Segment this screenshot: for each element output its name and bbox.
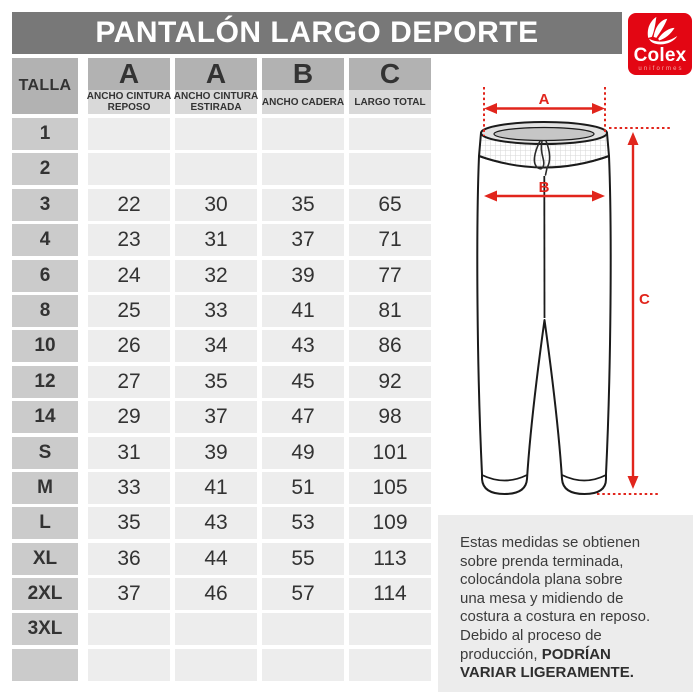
measure-cell: 65 (349, 189, 431, 221)
pants-line-drawing (477, 122, 610, 494)
note-line: sobre prenda terminada, (460, 552, 624, 570)
measure-cell: 45 (262, 366, 344, 398)
measure-cell: 33 (88, 472, 170, 504)
measure-label-a: A (538, 91, 550, 108)
measure-cell (349, 613, 431, 645)
measure-cell: 43 (175, 507, 257, 539)
note-line: Estas medidas se obtienen (460, 534, 641, 551)
note-text (460, 534, 683, 683)
pants-diagram (430, 80, 700, 510)
measure-cell (88, 118, 170, 150)
column-header-b-cadera (262, 58, 344, 114)
measure-cell (349, 649, 431, 681)
measure-cell: 101 (349, 437, 431, 469)
size-label-cell: 10 (12, 330, 78, 362)
measure-cell: 32 (175, 260, 257, 292)
table-row (12, 578, 432, 610)
column-letter: A (88, 58, 170, 90)
measure-cell (349, 153, 431, 185)
table-row (12, 507, 432, 539)
title-bar (12, 12, 622, 54)
column-header-c-largo (349, 58, 431, 114)
measure-cell: 34 (175, 330, 257, 362)
measure-cell (262, 613, 344, 645)
size-table (12, 58, 432, 684)
measure-cell (88, 153, 170, 185)
brand-tagline: uniformes (638, 66, 684, 72)
measure-cell: 86 (349, 330, 431, 362)
table-row (12, 189, 432, 221)
measure-cell: 35 (175, 366, 257, 398)
measure-cell: 71 (349, 224, 431, 256)
note-box (438, 515, 693, 692)
note-line: VARIAR LIGERAMENTE. (460, 664, 634, 682)
table-row (12, 613, 432, 645)
measure-cell: 29 (88, 401, 170, 433)
measure-cell: 46 (175, 578, 257, 610)
measure-cell: 44 (175, 543, 257, 575)
brand-name: Colex (633, 45, 687, 66)
measure-cell: 105 (349, 472, 431, 504)
size-label-cell: 14 (12, 401, 78, 433)
measure-cell: 113 (349, 543, 431, 575)
measure-cell: 23 (88, 224, 170, 256)
note-line: colocándola plana sobre (460, 571, 623, 589)
measure-cell: 92 (349, 366, 431, 398)
measure-cell: 27 (88, 366, 170, 398)
measure-cell: 22 (88, 189, 170, 221)
column-letter: A (175, 58, 257, 90)
measure-cell: 51 (262, 472, 344, 504)
note-line: Debido al proceso de (460, 626, 602, 644)
measure-cell: 36 (88, 543, 170, 575)
measure-cell: 33 (175, 295, 257, 327)
table-row (12, 224, 432, 256)
measure-cell (175, 613, 257, 645)
table-row (12, 649, 432, 681)
size-label-cell: 6 (12, 260, 78, 292)
table-row (12, 437, 432, 469)
measure-cell: 37 (175, 401, 257, 433)
measure-cell: 26 (88, 330, 170, 362)
column-letter: B (262, 58, 344, 90)
size-label-cell: 3XL (12, 613, 78, 645)
brand-logo (628, 13, 692, 75)
column-sublabel: LARGO TOTAL (349, 90, 431, 114)
measure-cell: 30 (175, 189, 257, 221)
size-label-cell: 1 (12, 118, 78, 150)
table-row (12, 118, 432, 150)
table-row (12, 330, 432, 362)
measure-cell: 25 (88, 295, 170, 327)
size-label-cell: L (12, 507, 78, 539)
table-row (12, 153, 432, 185)
measure-label-c: C (639, 291, 650, 308)
size-label-cell: 8 (12, 295, 78, 327)
column-header-a-estirada (175, 58, 257, 114)
size-label-cell: XL (12, 543, 78, 575)
measure-cell: 47 (262, 401, 344, 433)
corner-header-talla: TALLA (12, 58, 78, 114)
table-row (12, 366, 432, 398)
measure-cell (262, 649, 344, 681)
note-line: producción, PODRÍAN (460, 645, 611, 663)
column-header-a-reposo (88, 58, 170, 114)
size-label-cell: 3 (12, 189, 78, 221)
measure-cell (175, 153, 257, 185)
measure-cell (88, 613, 170, 645)
measure-cell: 24 (88, 260, 170, 292)
note-line: una mesa y midiendo de (460, 589, 624, 607)
measure-label-b: B (538, 179, 550, 196)
measure-cell (262, 153, 344, 185)
table-row (12, 472, 432, 504)
size-label-cell: 2XL (12, 578, 78, 610)
size-table-body (12, 118, 432, 681)
size-label-cell: 4 (12, 224, 78, 256)
measure-cell: 109 (349, 507, 431, 539)
measure-cell: 31 (175, 224, 257, 256)
size-label-cell (12, 649, 78, 681)
column-letter: C (349, 58, 431, 90)
table-header-row (12, 58, 432, 114)
measure-cell: 37 (262, 224, 344, 256)
size-label-cell: S (12, 437, 78, 469)
measure-cell: 81 (349, 295, 431, 327)
measure-cell: 41 (262, 295, 344, 327)
waist-inner (494, 128, 594, 141)
measure-cell: 57 (262, 578, 344, 610)
measure-cell: 55 (262, 543, 344, 575)
measure-cell (175, 118, 257, 150)
column-sublabel: ANCHO CADERA (262, 90, 344, 114)
table-row (12, 401, 432, 433)
table-row (12, 295, 432, 327)
table-row (12, 543, 432, 575)
measure-cell: 35 (262, 189, 344, 221)
measure-cell: 53 (262, 507, 344, 539)
measure-cell: 39 (175, 437, 257, 469)
measure-cell: 77 (349, 260, 431, 292)
measure-cell: 39 (262, 260, 344, 292)
size-label-cell: 12 (12, 366, 78, 398)
measure-cell (349, 118, 431, 150)
page-title: PANTALÓN LARGO DEPORTE (95, 16, 539, 49)
measure-cell (175, 649, 257, 681)
size-label-cell: 2 (12, 153, 78, 185)
measure-cell: 35 (88, 507, 170, 539)
bird-wing-icon (628, 16, 692, 46)
measure-cell: 41 (175, 472, 257, 504)
size-label-cell: M (12, 472, 78, 504)
measure-cell: 98 (349, 401, 431, 433)
measure-cell: 43 (262, 330, 344, 362)
table-row (12, 260, 432, 292)
column-sublabel: ANCHO CINTURA REPOSO (86, 91, 172, 113)
measure-cell: 49 (262, 437, 344, 469)
measure-cell: 114 (349, 578, 431, 610)
note-line: costura a costura en reposo. (460, 608, 651, 626)
measure-cell (88, 649, 170, 681)
measure-cell: 31 (88, 437, 170, 469)
measure-cell (262, 118, 344, 150)
measure-cell: 37 (88, 578, 170, 610)
column-sublabel: ANCHO CINTURA ESTIRADA (173, 91, 259, 113)
